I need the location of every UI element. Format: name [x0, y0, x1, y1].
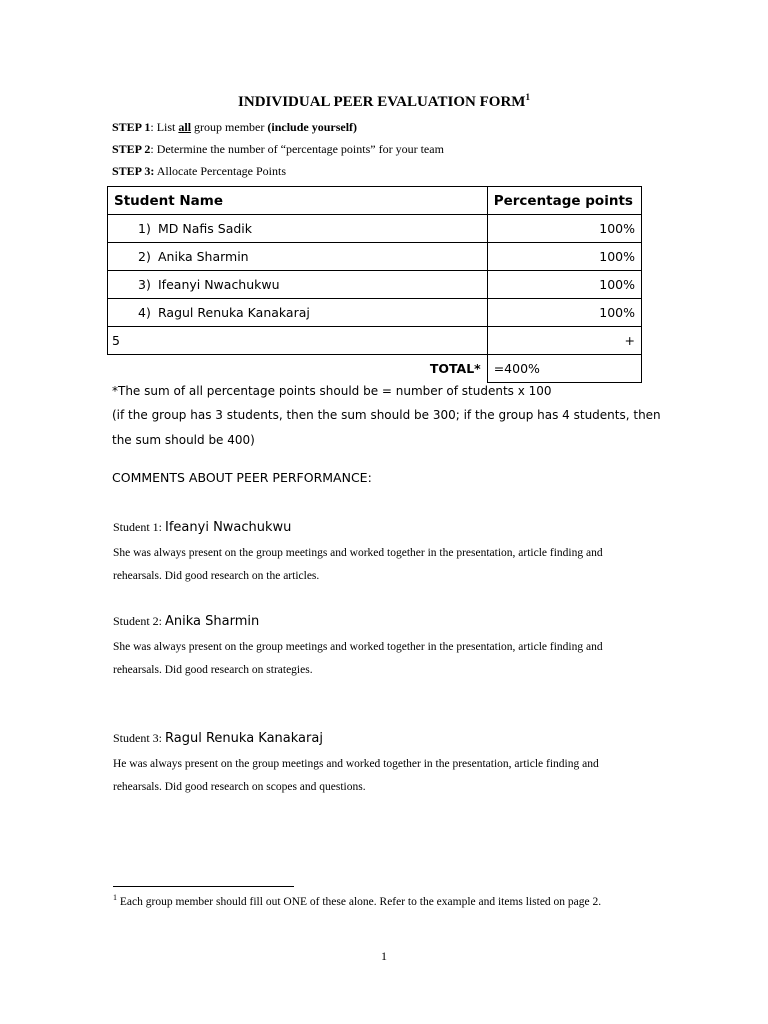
table-total-row: [108, 355, 642, 383]
student-2-comment: [113, 636, 673, 682]
student-2-comment-line-2: rehearsals. Did good research on strategies.: [113, 664, 313, 676]
sum-note-line-2: (if the group has 3 students, then the sum should be 300; if the group has 4 students, then: [112, 408, 661, 422]
student-name-cell[interactable]: [108, 215, 488, 243]
row-number: 4): [138, 305, 151, 320]
student-name-cell[interactable]: [108, 299, 488, 327]
step-1: [112, 120, 357, 135]
footnote-mark: 1: [113, 893, 117, 902]
student-3-comment: [113, 753, 673, 799]
points-cell[interactable]: 100%: [487, 271, 641, 299]
points-cell[interactable]: 100%: [487, 299, 641, 327]
page-number: 1: [381, 949, 387, 963]
student-name: Ragul Renuka Kanakaraj: [158, 305, 310, 320]
total-value[interactable]: =400%: [487, 355, 641, 383]
step-2-text: : Determine the number of “percentage points” for your team: [150, 142, 444, 156]
percentage-points-table: [107, 186, 642, 383]
table-row: [108, 271, 642, 299]
step-1-label: STEP 1: [112, 120, 151, 134]
student-1-heading: [113, 520, 291, 535]
title-footnote-mark: 1: [525, 92, 530, 102]
student-1-comment-line-1: She was always present on the group meetings and worked together in the presentation, article finding and: [113, 547, 603, 559]
step-3-text: Allocate Percentage Points: [154, 164, 286, 178]
form-title: [0, 92, 768, 111]
step-1-pre: : List: [150, 120, 179, 134]
student-3-comment-line-2: rehearsals. Did good research on scopes and questions.: [113, 781, 366, 793]
table-header-row: [108, 187, 642, 215]
student-name: MD Nafis Sadik: [158, 221, 252, 236]
comments-heading: COMMENTS ABOUT PEER PERFORMANCE:: [112, 470, 372, 485]
total-label: TOTAL*: [108, 355, 488, 383]
sum-note-line-1: *The sum of all percentage points should be = number of students x 100: [112, 384, 552, 398]
student-1-name: Ifeanyi Nwachukwu: [165, 520, 292, 535]
row-number: 1): [138, 221, 151, 236]
row-number: 2): [138, 249, 151, 264]
student-1-comment: [113, 542, 673, 588]
footnote-separator: [113, 886, 294, 887]
student-2-name: Anika Sharmin: [165, 614, 260, 629]
student-3-heading: [113, 731, 323, 746]
student-3-prefix: Student 3:: [113, 731, 166, 745]
student-1-comment-line-2: rehearsals. Did good research on the articles.: [113, 570, 320, 582]
student-2-prefix: Student 2:: [113, 614, 166, 628]
sum-note-line-3: the sum should be 400): [112, 433, 255, 447]
header-student-name: Student Name: [108, 187, 488, 215]
student-2-heading: [113, 614, 259, 629]
student-3-name: Ragul Renuka Kanakaraj: [165, 731, 323, 746]
step-1-emph: all: [178, 120, 192, 134]
student-name: Anika Sharmin: [158, 249, 249, 264]
student-1-prefix: Student 1:: [113, 520, 166, 534]
student-3-comment-line-1: He was always present on the group meetings and worked together in the presentation, article finding and: [113, 758, 599, 770]
step-2: [112, 142, 444, 157]
footnote: [113, 893, 601, 908]
step-1-bold-tail: (include yourself): [267, 120, 358, 134]
student-2-comment-line-1: She was always present on the group meetings and worked together in the presentation, article finding and: [113, 641, 603, 653]
footnote-text: Each group member should fill out ONE of these alone. Refer to the example and items listed on page 2.: [117, 895, 602, 908]
row-number: 3): [138, 277, 151, 292]
step-3: [112, 164, 286, 179]
points-cell[interactable]: 100%: [487, 215, 641, 243]
student-name-cell[interactable]: [108, 271, 488, 299]
form-title-text: INDIVIDUAL PEER EVALUATION FORM: [238, 94, 526, 110]
points-cell[interactable]: 100%: [487, 243, 641, 271]
extra-row-right[interactable]: +: [487, 327, 641, 355]
step-2-label: STEP 2: [112, 142, 151, 156]
table-row: [108, 215, 642, 243]
step-1-mid: group member: [191, 120, 268, 134]
step-3-label: STEP 3:: [112, 164, 155, 178]
table-row: [108, 299, 642, 327]
extra-row-left[interactable]: 5: [108, 327, 488, 355]
header-percentage-points: Percentage points: [487, 187, 641, 215]
table-extra-row: [108, 327, 642, 355]
student-name-cell[interactable]: [108, 243, 488, 271]
student-name: Ifeanyi Nwachukwu: [158, 277, 280, 292]
table-row: [108, 243, 642, 271]
